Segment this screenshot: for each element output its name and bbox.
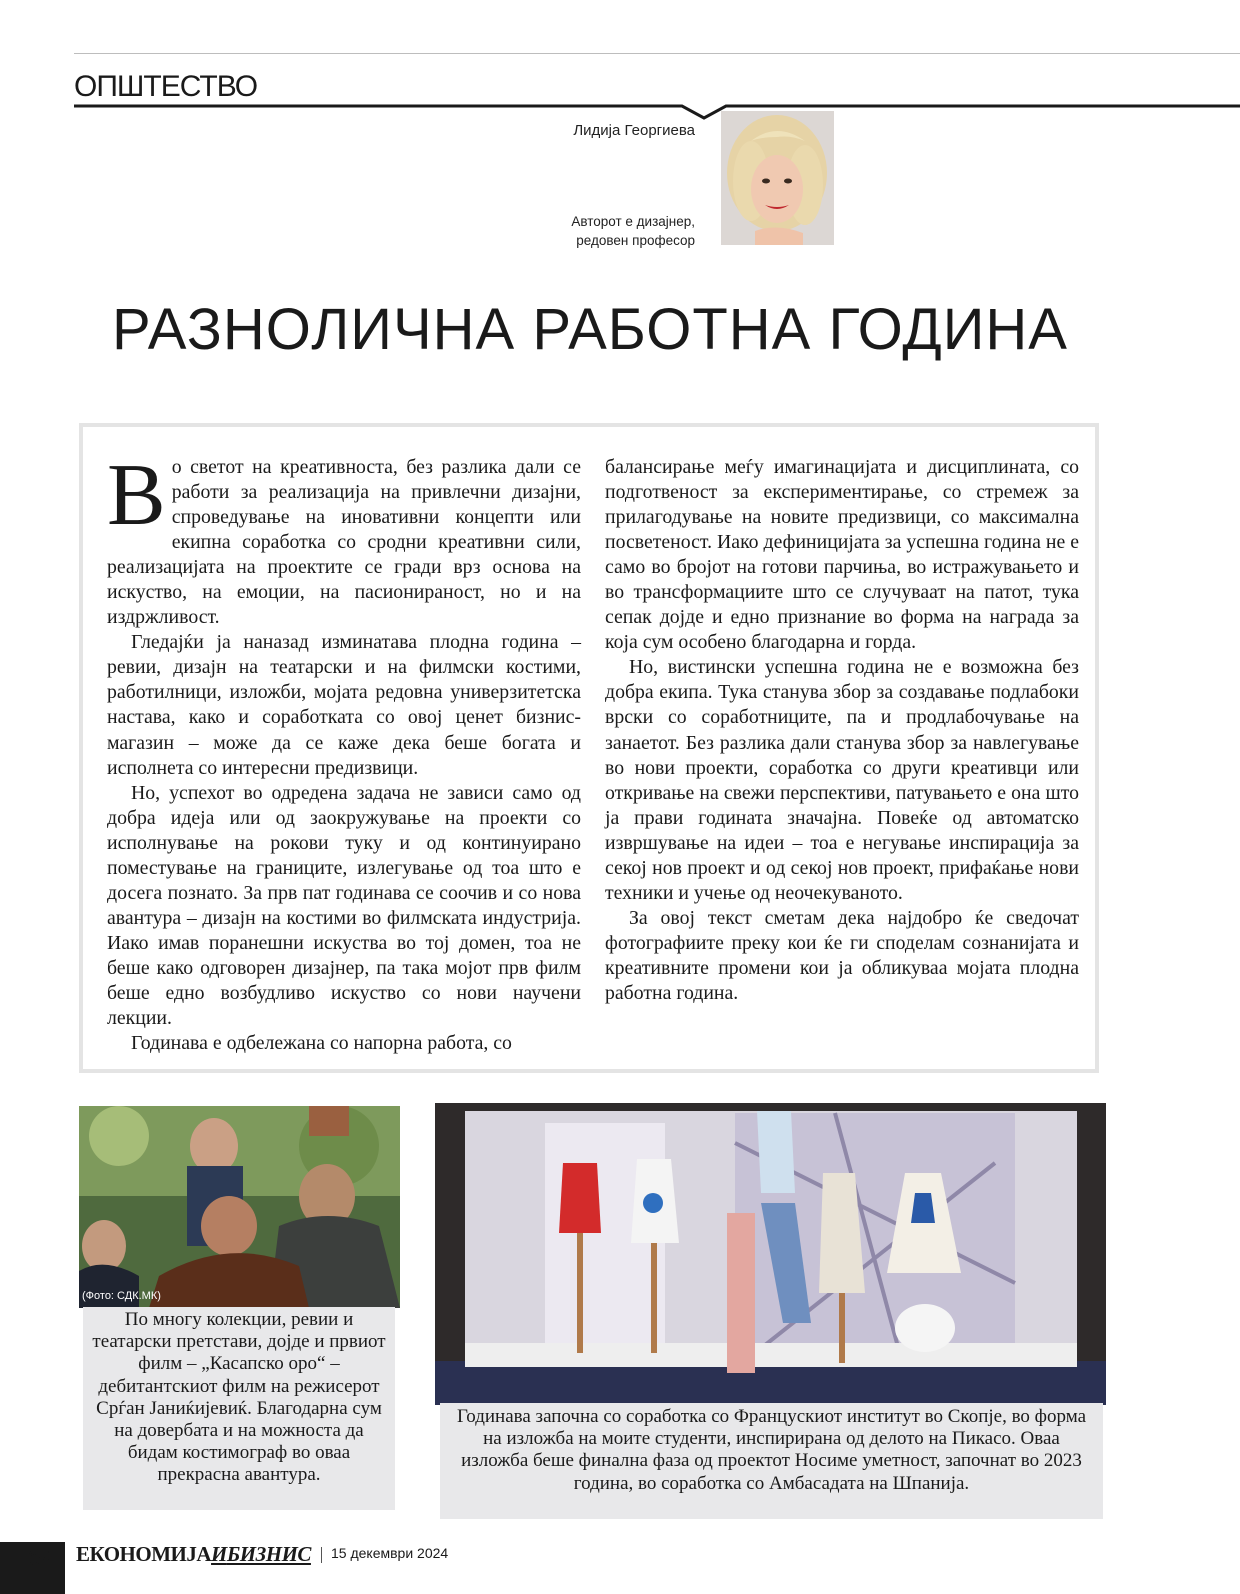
film-set-photo	[79, 1106, 400, 1308]
photo-caption: Годинава започна со соработка со Францускиот институт во Скопје, во форма на изложба на моите студенти, инспирирана од делото на Пикасо. Оваа изложба беше финална фаза од проектот Носиме уметност, започнат во 2023 година, во соработка со Амбасадата на Шпанија.	[440, 1403, 1103, 1519]
author-photo	[721, 111, 834, 245]
photo-caption: По многу колекции, ревии и театарски претстави, дојде и првиот филм – „Касапско оро“ – дебитантскиот филм на режисерот Срѓан Јаниќијевиќ. Благодарна сум на довербата и на можноста да бидам костимограф во оваа прекрасна авантура.	[83, 1307, 395, 1510]
top-rule	[74, 53, 1240, 54]
magazine-name-and: И	[211, 1542, 227, 1566]
article-paragraph: балансирање меѓу имагинацијата и дисциплината, со подготвеност за експериментирање, со стремеж за прилагодување на новите предизвици, со максимална посветеност. Иако дефиницијата за успешна година не е само во бројот на готови парчиња, во истражувањето и во трансформациите што се случуваат на патот, тука сепак дојде и едно признание во форма на награда за која сум особено благодарна и горда.	[605, 456, 1079, 654]
article-headline: РАЗНОЛИЧНА РАБОТНА ГОДИНА	[112, 297, 1068, 362]
photo-credit: (Фото: СДК.МК)	[82, 1290, 161, 1302]
section-label: ОПШТЕСТВО	[74, 70, 258, 103]
article-column-left	[107, 447, 581, 1056]
magazine-name-part2	[211, 1542, 311, 1566]
author-name: Лидија Георгиева	[573, 122, 695, 139]
exhibition-photo	[435, 1103, 1106, 1405]
article-column-right	[605, 455, 1079, 1006]
section-rule	[74, 104, 1240, 122]
author-desc-line1: Авторот е дизајнер,	[571, 214, 695, 229]
paragraph-text: о светот на креативноста, без разлика дали се работи за реализација на привлечни дизајни, спроведување на иновативни концепти или екипна соработка со сродни креативни сили, реализацијата на проектите се гради врз основа на искуство, на емоции, на пасионираност, но и на издржливост.	[107, 456, 581, 629]
magazine-logo	[76, 1542, 311, 1567]
magazine-name-part3: БИЗНИС	[226, 1542, 311, 1566]
article-paragraph: Гледајќи ја наназад изминатава плодна година – ревии, дизајн на театарски и на филмски костими, работилници, изложби, мојата редовна универзитетска настава, како и соработката со овој ценет бизнис-магазин – може да се каже дека беше богата и исполнета со интересни предизвици.	[107, 631, 581, 779]
issue-date: 15 декември 2024	[331, 1545, 449, 1561]
article-paragraph: Годинава е одбележана со напорна работа, со	[131, 1032, 512, 1055]
article-paragraph: Но, успехот во одредена задача не зависи само од добра идеја или од заокружување на проекти со исполнување на рокови туку и од континуирано поместување на границите, излегување од тоа што е досега познато. За прв пат годинава се соочив и со нова авантура – дизајн на костими во филмската индустрија. Иако имав поранешни искуства во тој домен, тоа не беше како одговорен дизајнер, па така мојот прв филм беше едно возбудливо искуство со нови научени лекции.	[107, 781, 581, 1030]
drop-cap: В	[107, 447, 166, 544]
footer-separator	[321, 1547, 322, 1563]
article-paragraph: Но, вистински успешна година не е возможна без добра екипа. Тука станува збор за создавање подлабоки врски со соработниците, па и продлабочување на занаетот. Без разлика дали станува збор за навлегување во нови проекти, соработка со други креативци или откривање на свежи перспективи, патувањето е она што ја прави годината значајна. Повеќе од автоматско извршување на идеи – тоа е негување инспирација за секој нов проект и од секој нов проект, прифаќање нови техники и учење од неочекуваното.	[605, 656, 1079, 904]
author-desc-line2: редовен професор	[576, 233, 695, 248]
author-description	[571, 212, 695, 250]
page-number: 64	[28, 1544, 54, 1570]
article-paragraph	[107, 447, 581, 630]
article-paragraph: За овој текст сметам дека најдобро ќе сведочат фотографиите преку кои ќе ги споделам сознанијата и креативните промени кои ја обликуваа мојата плодна работна година.	[605, 906, 1079, 1004]
magazine-name-part1: ЕКОНОМИЈА	[76, 1542, 212, 1566]
